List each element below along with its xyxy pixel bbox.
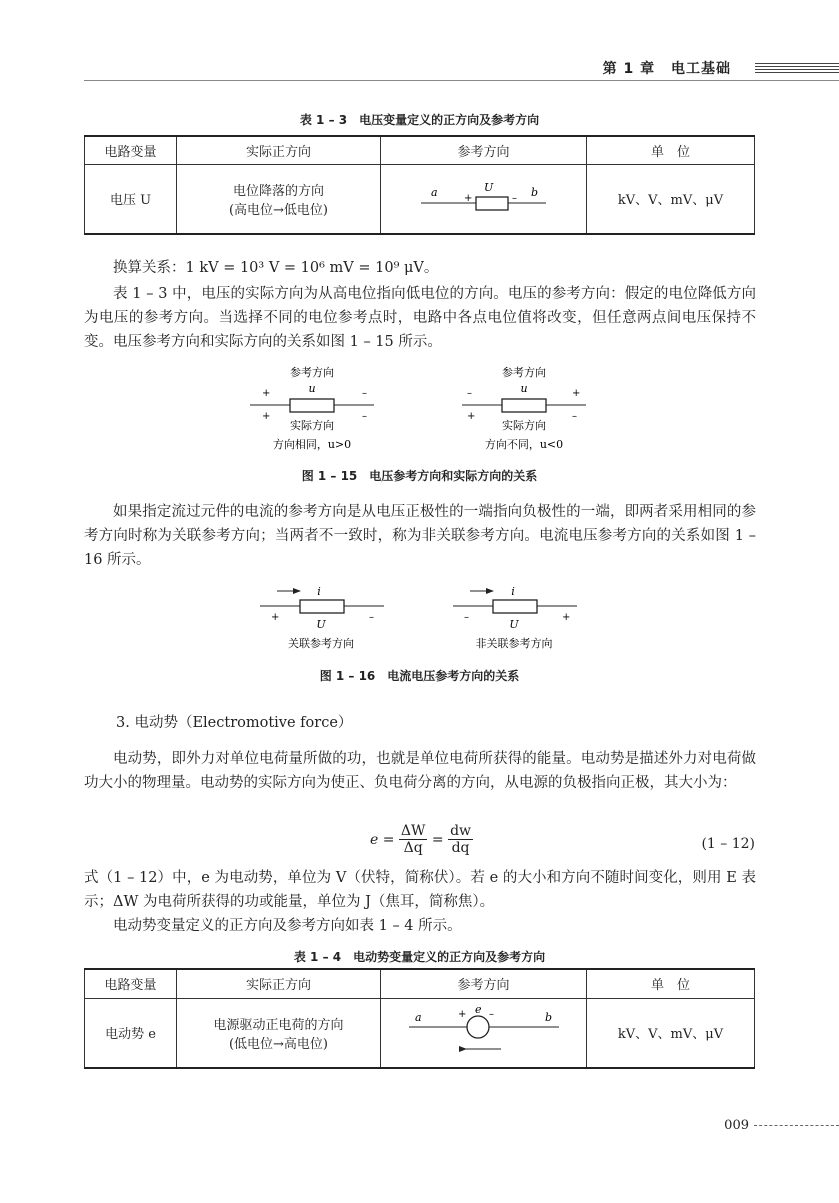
actual-line2: (低电位→高电位): [228, 1036, 329, 1052]
figure-1-16: [255, 582, 595, 654]
eq-den1: Δq: [403, 840, 423, 856]
fig15-right-bot-right: –: [572, 411, 577, 422]
voltage-label: U: [484, 180, 494, 194]
col-header: 单 位: [587, 969, 755, 998]
header-rule: [84, 80, 839, 81]
header-ornament: [755, 63, 839, 73]
unit-cell: kV、V、mV、μV: [587, 164, 755, 234]
eq-den2: dq: [451, 840, 470, 856]
fig16-right-label: 非关联参考方向: [475, 637, 553, 650]
col-header: 电路变量: [85, 969, 177, 998]
figure-1-15: [240, 362, 600, 457]
reference-direction-cell: [381, 998, 587, 1068]
actual-direction-cell: [177, 164, 381, 234]
fig16-right-i: i: [511, 585, 515, 598]
fig15-left-ref-label: 参考方向: [290, 366, 334, 379]
emf-definition-paragraph: 电动势，即外力对单位电荷量所做的功，也就是单位电荷所获得的能量。电动势是描述外力对电荷做功大小的物理量。电动势的实际方向为使正、负电荷分离的方向，从电源的负极指向正极，其大小为：: [84, 751, 756, 791]
fig15-left-actual-label: 实际方向: [290, 419, 334, 432]
reference-direction-paragraph: 如果指定流过元件的电流的参考方向是从电压正极性的一端指向负极性的一端，即两者采用相同的参考方向时称为关联参考方向；当两者不一致时，称为非关联参考方向。电流电压参考方向的关系如图 1 – 16 所示。: [84, 504, 756, 568]
table-header-row: [85, 969, 755, 998]
fig15-left-bot-right: –: [362, 411, 367, 422]
variable-cell: 电压 U: [85, 164, 177, 234]
emf-source-diagram: [381, 999, 586, 1063]
emf-label: e: [475, 1002, 482, 1016]
fig16-left-plus: +: [271, 612, 280, 623]
fig16-left-i: i: [317, 585, 321, 598]
plus-sign: +: [464, 192, 473, 204]
col-header: 实际正方向: [177, 136, 381, 164]
figure-1-16-caption: 图 1 – 16 电流电压参考方向的关系: [319, 669, 520, 683]
fig15-right-top-right: +: [572, 388, 581, 399]
fig16-right-plus: +: [562, 612, 571, 623]
fig15-left-top-right: –: [362, 388, 367, 399]
fig15-left-top-left: +: [262, 388, 271, 399]
resistor-voltage-diagram: [381, 167, 586, 227]
node-a-label: a: [431, 185, 438, 199]
page-number: 009: [724, 1118, 749, 1133]
fig15-right-top-left: –: [467, 388, 472, 399]
fig16-left-U: U: [316, 618, 326, 631]
fig15-right-ref-label: 参考方向: [502, 366, 546, 379]
minus-sign: –: [489, 1008, 494, 1020]
fig15-left-note: 方向相同，u>0: [272, 438, 352, 451]
node-b-label: b: [545, 1010, 553, 1024]
col-header: 参考方向: [381, 969, 587, 998]
section-heading: 3. 电动势（Electromotive force）: [116, 715, 353, 731]
eq-lhs: e =: [370, 831, 395, 848]
table-1-4-caption: 表 1 – 4 电动势变量定义的正方向及参考方向: [293, 950, 546, 964]
table-1-3: [84, 135, 755, 235]
equation-number: (1 – 12): [701, 836, 755, 852]
table-row: [85, 164, 755, 234]
eq-num2: dw: [450, 823, 472, 839]
conversion-text: 换算关系：1 kV = 10³ V = 10⁶ mV = 10⁹ μV。: [113, 260, 439, 276]
fig16-right-U: U: [509, 618, 519, 631]
figure-1-15-caption: 图 1 – 15 电压参考方向和实际方向的关系: [301, 469, 538, 483]
fig15-right-actual-label: 实际方向: [502, 419, 546, 432]
reference-direction-cell: [381, 164, 587, 234]
unit-cell: kV、V、mV、μV: [587, 998, 755, 1068]
voltage-direction-paragraph: 表 1 – 3 中，电压的实际方向为从高电位指向低电位的方向。电压的参考方向：假定的电位降低方向为电压的参考方向。当选择不同的电位参考点时，电路中各点电位值将改变，但任意两点间电压保持不变。电压参考方向和实际方向的关系如图 1 – 15 所示。: [84, 286, 756, 350]
running-header: [603, 58, 731, 78]
eq-equals: =: [431, 831, 444, 848]
eq-num1: ΔW: [400, 823, 426, 839]
equation: [370, 823, 473, 856]
chapter-label: 第 1 章: [602, 61, 656, 77]
node-a-label: a: [415, 1010, 422, 1024]
fig16-left-label: 关联参考方向: [288, 637, 354, 650]
fig15-left-bot-left: +: [262, 411, 271, 422]
emf-explanation-paragraph: 式（1 – 12）中，e 为电动势，单位为 V（伏特，简称伏）。若 e 的大小和方向不随时间变化，则用 E 表示；ΔW 为电荷所获得的功或能量，单位为 J（焦耳，简称焦）。: [84, 870, 756, 910]
plus-sign: +: [458, 1008, 467, 1020]
table-1-3-caption: 表 1 – 3 电压变量定义的正方向及参考方向: [299, 113, 540, 127]
col-header: 电路变量: [85, 136, 177, 164]
col-header: 实际正方向: [177, 969, 381, 998]
actual-line2: (高电位→低电位): [228, 202, 329, 218]
page-number-rule: [754, 1125, 839, 1126]
fig15-right-note: 方向不同，u<0: [484, 438, 564, 451]
fig15-right-u: u: [520, 382, 528, 395]
table-row: [85, 998, 755, 1068]
table-intro-paragraph: 电动势变量定义的正方向及参考方向如表 1 – 4 所示。: [113, 918, 462, 934]
col-header: 参考方向: [381, 136, 587, 164]
table-1-4: [84, 968, 755, 1069]
table-header-row: [85, 136, 755, 164]
fig15-left-u: u: [308, 382, 316, 395]
minus-sign: –: [512, 192, 517, 204]
chapter-title: 电工基础: [671, 61, 731, 77]
fig15-right-bot-left: +: [467, 411, 476, 422]
col-header: 单 位: [587, 136, 755, 164]
actual-line1: 电位降落的方向: [232, 183, 324, 199]
node-b-label: b: [531, 185, 539, 199]
fig16-left-minus: –: [369, 612, 374, 623]
variable-cell: 电动势 e: [85, 998, 177, 1068]
fig16-right-minus: –: [464, 612, 469, 623]
actual-line1: 电源驱动正电荷的方向: [213, 1017, 344, 1033]
conversion-paragraph: [84, 256, 756, 280]
actual-direction-cell: [177, 998, 381, 1068]
